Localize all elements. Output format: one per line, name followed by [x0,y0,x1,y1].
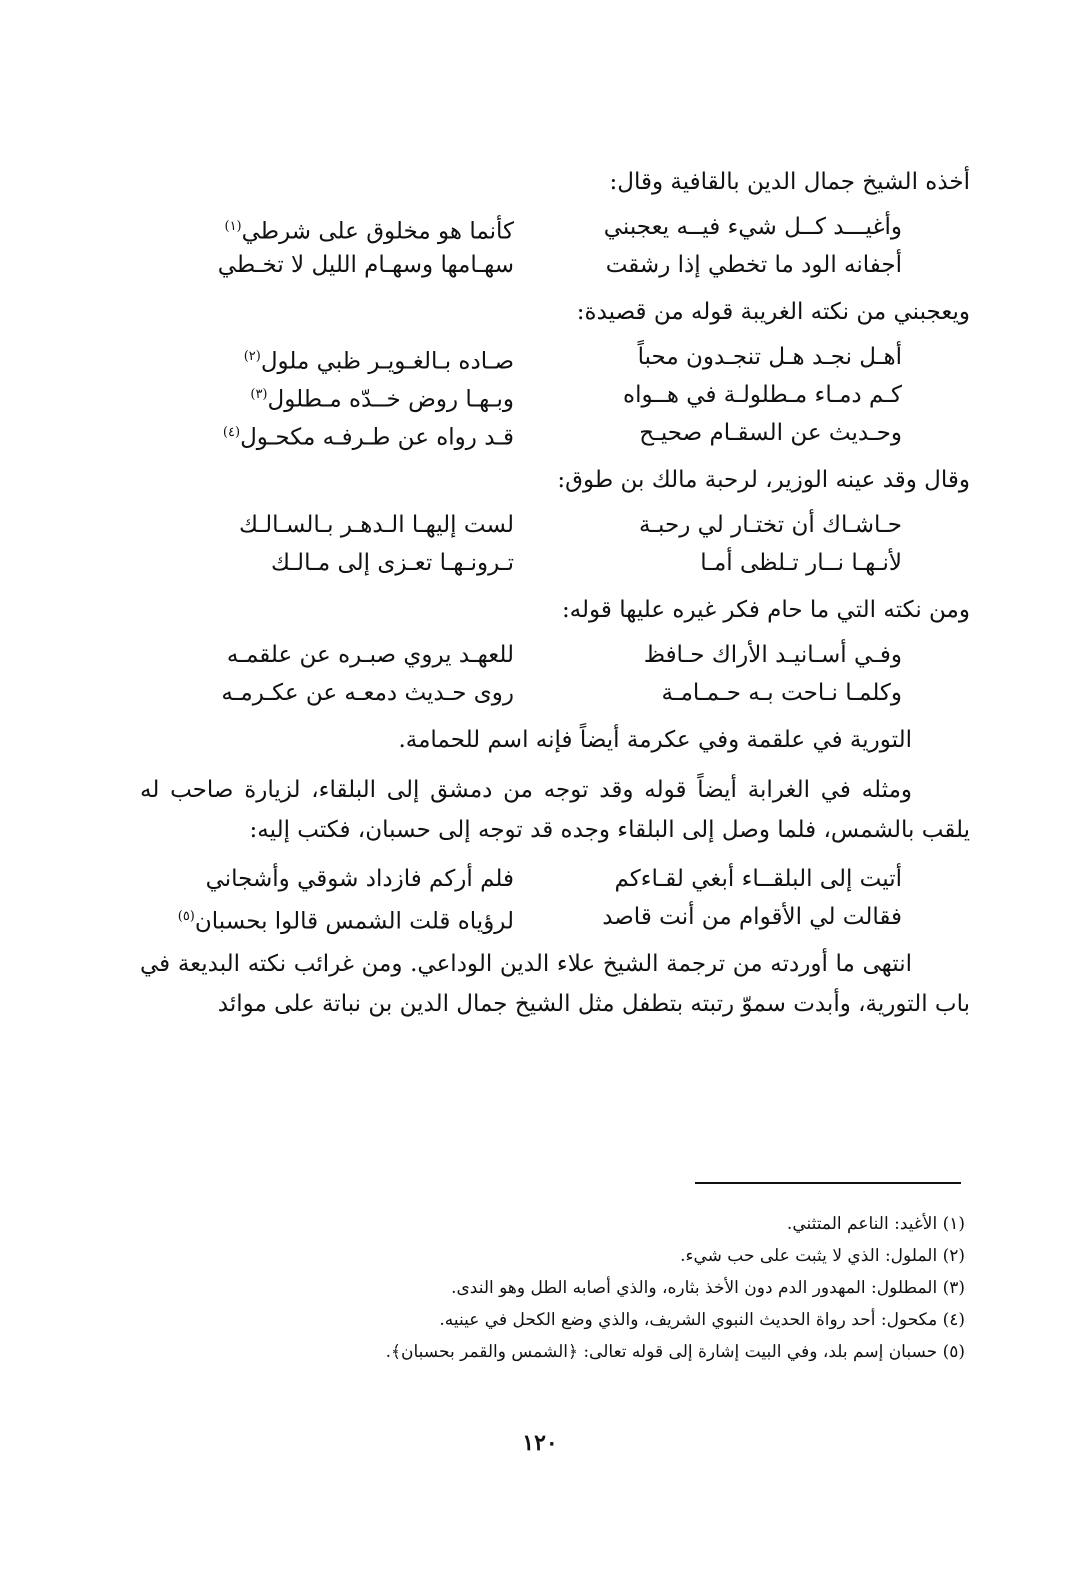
paragraph-tawriya: التورية في علقمة وفي عكرمة أيضاً فإنه اسم للحمامة. [398,727,912,753]
hemistich-first: أهـل نجـد هـل تنجـدون محباً [637,344,902,370]
footnote-ref: (٥) [177,909,195,924]
page-number: ١٢٠ [522,1430,558,1456]
footnote-ref: (٤) [222,425,241,440]
hemistich-second: روى حـديث دمعـه عن عكـرمـه [221,680,514,706]
poem-2 [140,338,970,452]
page-body [140,160,970,1034]
footnote: (٥) حسبان إسم بلد، وفي البيت إشارة إلى قوله تعالى: ﴿الشمس والقمر بحسبان﴾. [385,1342,965,1362]
poem-3 [140,506,970,582]
intro-line-4: ومن نكته التي ما حام فكر غيره عليها قوله: [561,597,970,623]
verse [140,376,970,414]
hemistich-second: كأنما هو مخلوق على شرطي$^{(١)}$ [224,218,514,245]
intro-line-1: أخذه الشيخ جمال الدين بالقافية وقال: [609,169,970,195]
footnote-ref: (١) [224,219,242,234]
hemistich-first: وأغيـــد كــل شيء فيــه يعجبني [603,214,902,240]
hemistich-first: وحـديث عن السقـام صحيـح [639,420,902,446]
footnote-ref: (٣) [250,387,268,402]
hemistich-second: لست إليهـا الـدهـر بـالسـالـك [238,512,514,538]
footnote: (٣) المطلول: المهدور الدم دون الأخذ بثاره، والذي أصابه الطل وهو الندى. [451,1278,965,1298]
verse [140,544,970,582]
hemistich-second: لرؤياه قلت الشمس قالوا بحسبان$^{(٥)}$ [177,908,514,935]
poem-5 [140,860,970,936]
hemistich-second: فلم أركم فازداد شوقي وأشجاني [205,866,514,892]
hemistich-second: للعهـد يروي صبـره عن علقمـه [226,642,514,668]
hemistich-first: حـاشـاك أن تختـار لي رحبـة [638,512,902,538]
intro-line-3: وقال وقد عينه الوزير، لرحبة مالك بن طوق: [557,467,970,493]
hemistich-second: صـاده بـالغـويـر ظبي ملول$^{(٢)}$ [243,348,514,375]
verse [140,506,970,544]
poem-1 [140,208,970,284]
intro-line-2: ويعجبني من نكته الغريبة قوله من قصيدة: [576,299,970,325]
verse [140,860,970,898]
verse [140,898,970,936]
verse [140,246,970,284]
footnote: (١) الأغيد: الناعم المتثني. [786,1214,965,1234]
hemistich-first: أجفانه الود ما تخطي إذا رشقت [605,252,902,278]
verse [140,636,970,674]
footnote-divider [695,1182,961,1184]
hemistich-first: لأنـهـا نــار تـلظى أمـا [700,550,902,576]
poem-4 [140,636,970,712]
hemistich-first: وفـي أسـانيـد الأراك حـافظ [643,642,902,668]
hemistich-first: فقالت لي الأقوام من أنت قاصد [602,904,902,930]
paragraph-gharaba: ومثله في الغرابة أيضاً قوله وقد توجه من دمشق إلى البلقاء، لزيارة صاحب له يلقب بالشمس، فلما وصل إلى البلقاء وجده قد توجه إلى حسبان، فكتب إليه: [140,777,970,843]
verse [140,338,970,376]
hemistich-first: وكلمـا نـاحت بـه حـمـامـة [661,680,902,706]
hemistich-second: سهـامها وسهـام الليل لا تخـطي [217,252,514,278]
footnotes [300,1208,965,1368]
hemistich-second: قـد رواه عن طـرفـه مكحـول$^{(٤)}$ [222,424,514,451]
hemistich-second: وبـهـا روض خــدّه مـطلول$^{(٣)}$ [250,386,514,413]
hemistich-first: أتيت إلى البلقــاء أبغي لقـاءكم [614,866,902,892]
footnote: (٤) مكحول: أحد رواة الحديث النبوي الشريف، والذي وضع الكحل في عينيه. [439,1310,965,1330]
verse [140,414,970,452]
footnote-ref: (٢) [243,349,261,364]
verse [140,674,970,712]
paragraph-closing: انتهى ما أوردته من ترجمة الشيخ علاء الدين الوداعي. ومن غرائب نكته البديعة في باب التورية، وأبدت سموّ رتبته بتطفل مثل الشيخ جمال الدين بن نباتة على موائد [140,951,970,1017]
verse [140,208,970,246]
footnote: (٢) الملول: الذي لا يثبت على حب شيء. [680,1246,965,1266]
hemistich-first: كـم دمـاء مـطلولـة في هــواه [623,382,902,408]
hemistich-second: تـرونـهـا تعـزى إلى مـالـك [270,550,514,576]
